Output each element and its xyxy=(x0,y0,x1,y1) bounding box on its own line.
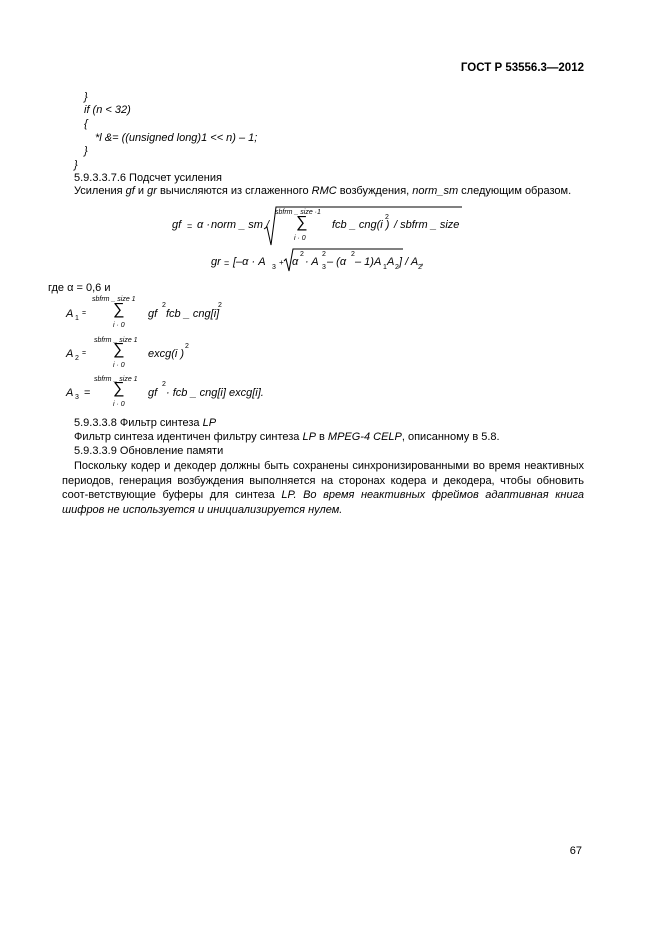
paragraph: Фильтр синтеза идентичен фильтру синтеза LP в MPEG-4 CELP, описанному в 5.8. xyxy=(74,431,500,443)
code-line: } xyxy=(84,145,88,157)
where-text: где α = 0,6 и xyxy=(48,282,111,294)
paragraph: Поскольку кодер и декодер должны быть сохранены синхронизированными во время неактивных периодов, генерация возбуждения выполняется на сторонах кодера и декодера, чтобы обновить соот-ветствующие буферы для синтеза LP. Во время неактивных фреймов адаптивная книга шифров не используется и инициализируется нулем. xyxy=(62,460,584,516)
document-id: ГОСТ Р 53556.3—2012 xyxy=(460,62,584,74)
code-line: { xyxy=(84,118,88,130)
sigma-icon: ∑ xyxy=(113,301,125,318)
paragraph: Усиления gf и gr вычисляются из сглаженного RMC возбуждения, norm_sm следующим образом. xyxy=(74,185,572,197)
code-line: if (n < 32) xyxy=(84,104,131,116)
sigma-icon: ∑ xyxy=(113,341,125,358)
code-line: } xyxy=(84,91,88,103)
section-heading: 5.9.3.3.7.6 Подсчет усиления xyxy=(74,172,222,184)
code-line: } xyxy=(74,159,78,171)
section-heading: 5.9.3.3.8 Фильтр синтеза LP xyxy=(74,417,217,429)
code-line: *l &= ((unsigned long)1 << n) – 1; xyxy=(95,132,258,144)
sigma-icon: ∑ xyxy=(113,380,125,397)
page-number: 67 xyxy=(569,845,582,857)
sigma-icon: ∑ xyxy=(296,214,308,231)
section-heading: 5.9.3.3.9 Обновление памяти xyxy=(74,445,224,457)
